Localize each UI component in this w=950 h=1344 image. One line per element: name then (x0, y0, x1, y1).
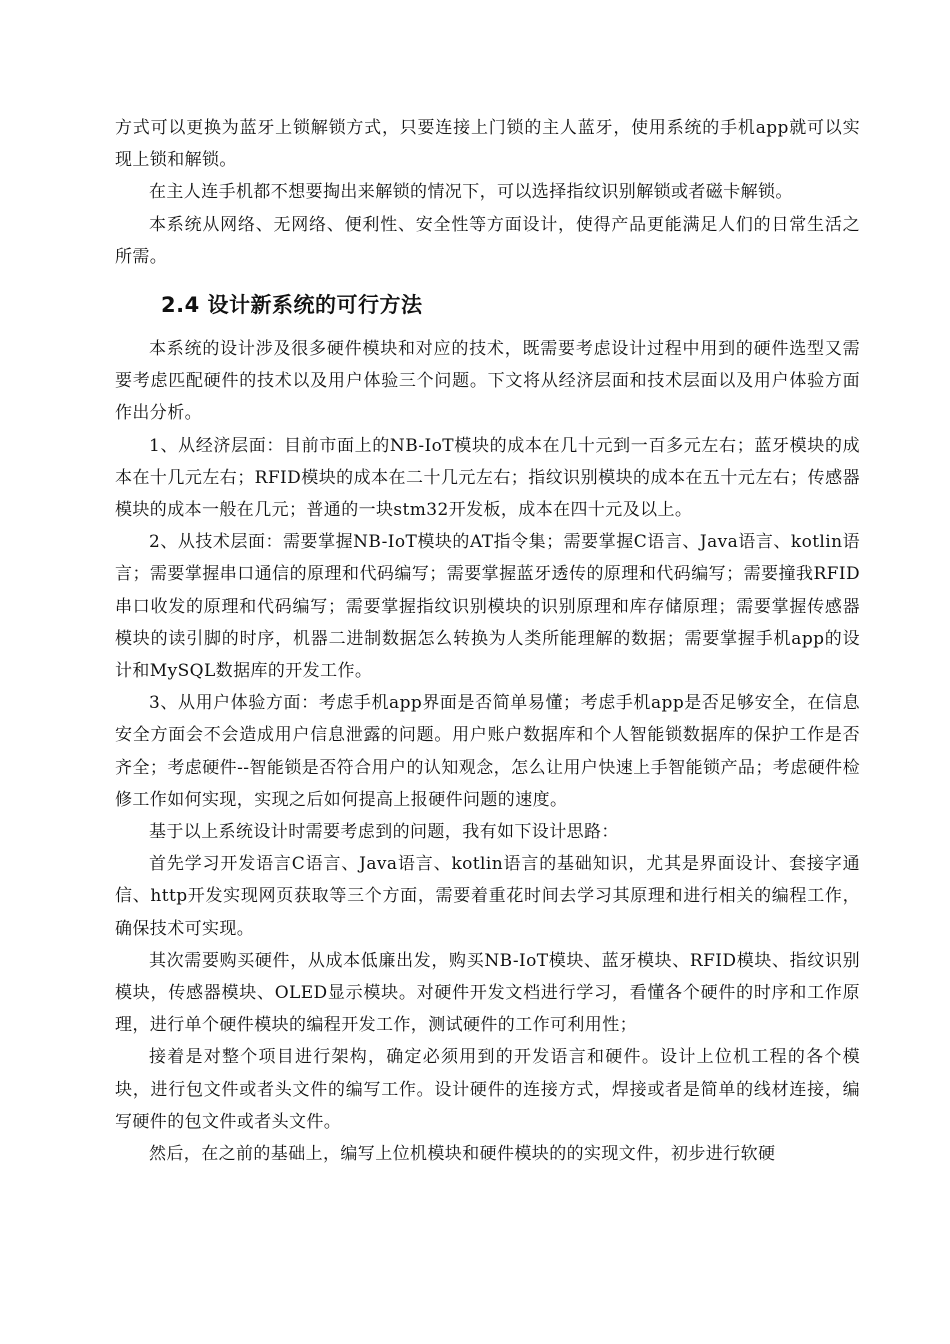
paragraph: 本系统从网络、无网络、便利性、安全性等方面设计，使得产品更能满足人们的日常生活之所需。 (115, 214, 860, 267)
paragraph: 首先学习开发语言C语言、Java语言、kotlin语言的基础知识，尤其是界面设计、套接字通信、http开发实现网页获取等三个方面，需要着重花时间去学习其原理和进行相关的编程工作，确保技术可实现。 (115, 854, 860, 939)
section-heading: 2.4 设计新系统的可行方法 (161, 293, 423, 318)
paragraph-user-experience: 3、从用户体验方面：考虑手机app界面是否简单易懂；考虑手机app是否足够安全，在信息安全方面会不会造成用户信息泄露的问题。用户账户数据库和个人智能锁数据库的保护工作是否齐全；考虑硬件--智能锁是否符合用户的认知观念，怎么让用户快速上手智能锁产品；考虑硬件检修工作如何实现，实现之后如何提高上报硬件问题的速度。 (115, 693, 860, 810)
paragraph: 基于以上系统设计时需要考虑到的问题，我有如下设计思路： (149, 822, 619, 843)
paragraph-continuation: 方式可以更换为蓝牙上锁解锁方式，只要连接上门锁的主人蓝牙，使用系统的手机app就可以实现上锁和解锁。 (115, 118, 860, 171)
paragraph-economic: 1、从经济层面：目前市面上的NB-IoT模块的成本在几十元到一百多元左右；蓝牙模块的成本在十几元左右；RFID模块的成本在二十几元左右；指纹识别模块的成本在五十元左右；传感器模块的成本一般在几元；普通的一块stm32开发板，成本在四十元及以上。 (115, 435, 860, 521)
paragraph: 然后，在之前的基础上，编写上位机模块和硬件模块的的实现文件，初步进行软硬 (149, 1144, 776, 1165)
paragraph: 其次需要购买硬件，从成本低廉出发，购买NB-IoT模块、蓝牙模块、RFID模块、指纹识别模块，传感器模块、OLED显示模块。对硬件开发文档进行学习，看懂各个硬件的时序和工作原理，进行单个硬件模块的编程开发工作，测试硬件的工作可利用性； (115, 950, 860, 1036)
paragraph-technical: 2、从技术层面：需要掌握NB-IoT模块的AT指令集；需要掌握C语言、Java语言、kotlin语言；需要掌握串口通信的原理和代码编写；需要掌握蓝牙透传的原理和代码编写；需要撞我RFID串口收发的原理和代码编写；需要掌握指纹识别模块的识别原理和库存储原理；需要掌握传感器模块的读引脚的时序，机器二进制数据怎么转换为人类所能理解的数据；需要掌握手机app的设计和MySQL数据库的开发工作。 (115, 532, 860, 682)
document-body (115, 112, 860, 1170)
paragraph: 本系统的设计涉及很多硬件模块和对应的技术，既需要考虑设计过程中用到的硬件选型又需要考虑匹配硬件的技术以及用户体验三个问题。下文将从经济层面和技术层面以及用户体验方面作出分析。 (115, 339, 860, 424)
paragraph: 在主人连手机都不想要掏出来解锁的情况下，可以选择指纹识别解锁或者磁卡解锁。 (149, 182, 793, 203)
paragraph: 接着是对整个项目进行架构，确定必须用到的开发语言和硬件。设计上位机工程的各个模块，进行包文件或者头文件的编写工作。设计硬件的连接方式，焊接或者是简单的线材连接，编写硬件的包文件或者头文件。 (115, 1047, 860, 1132)
